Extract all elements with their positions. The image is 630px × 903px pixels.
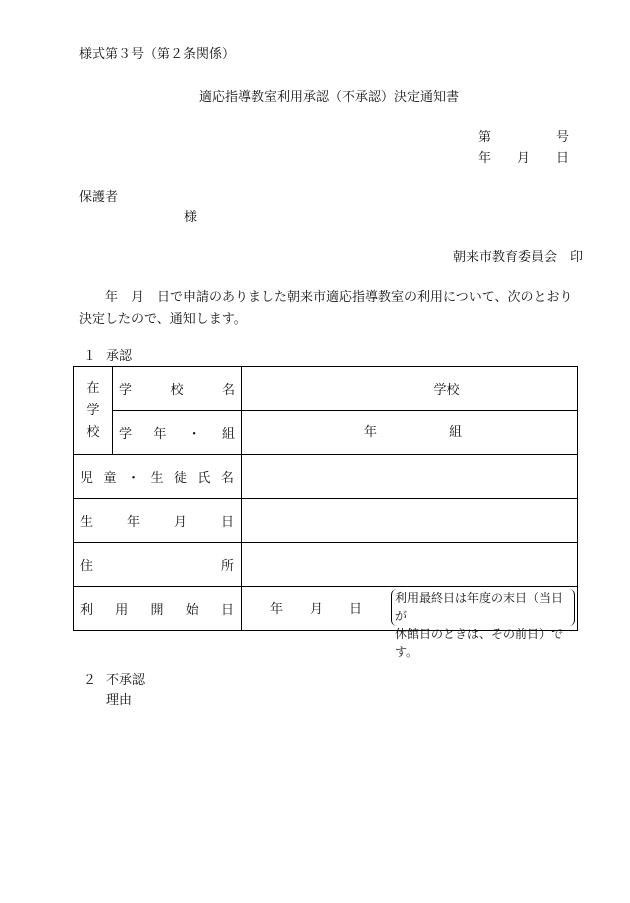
student-name-value [242, 455, 578, 499]
grade-class-label: 学 年 ・ 組 [113, 411, 242, 455]
reason-label: 理由 [106, 693, 133, 708]
recipient-label: 保護者 [79, 190, 119, 205]
start-year: 年 [270, 602, 284, 617]
table-row [74, 367, 578, 411]
body-line-2: 決定したので、通知します。 [79, 312, 247, 327]
form-number: 様式第３号（第２条関係） [79, 47, 236, 62]
birthdate-label: 生 年 月 日 [74, 499, 242, 543]
start-date-label: 利 用 開 始 日 [74, 587, 242, 631]
table-row [74, 587, 578, 631]
issue-year: 年 [478, 151, 492, 166]
school-name-value: 学校 [242, 367, 578, 411]
section2-number: ２ [83, 673, 97, 688]
issue-day: 日 [556, 151, 570, 166]
table-row [74, 411, 578, 455]
body-line-1: 年 月 日で申請のありました朝来市適応指導教室の利用について、次のとおり [105, 290, 573, 305]
grade-class-value: 年 組 [242, 411, 578, 455]
doc-number-prefix: 第 [478, 130, 492, 145]
table-row [74, 499, 578, 543]
table-row [74, 455, 578, 499]
recipient-honorific: 様 [184, 210, 198, 225]
start-day: 日 [349, 602, 363, 617]
last-day-note: 利用最終日は年度の末日（当日が 休館日のときは、その前日）です。 [391, 589, 575, 626]
doc-number-suffix: 号 [556, 130, 570, 145]
section1-number: １ [83, 349, 97, 364]
address-value [242, 543, 578, 587]
birthdate-value [242, 499, 578, 543]
table-row [74, 543, 578, 587]
student-name-label: 児 童 ・ 生 徒 氏 名 [74, 455, 242, 499]
address-label: 住 所 [74, 543, 242, 587]
issuer: 朝来市教育委員会 印 [453, 250, 584, 265]
section2-title: 不承認 [106, 673, 146, 688]
enrolled-school-label: 在 学 校 [74, 367, 113, 455]
start-date-value [242, 587, 578, 659]
section1-title: 承認 [106, 349, 133, 364]
start-month: 月 [310, 602, 324, 617]
approval-table [73, 366, 578, 659]
issue-month: 月 [517, 151, 531, 166]
school-name-label: 学 校 名 [113, 367, 242, 411]
document-title: 適応指導教室利用承認（不承認）決定通知書 [199, 90, 460, 105]
